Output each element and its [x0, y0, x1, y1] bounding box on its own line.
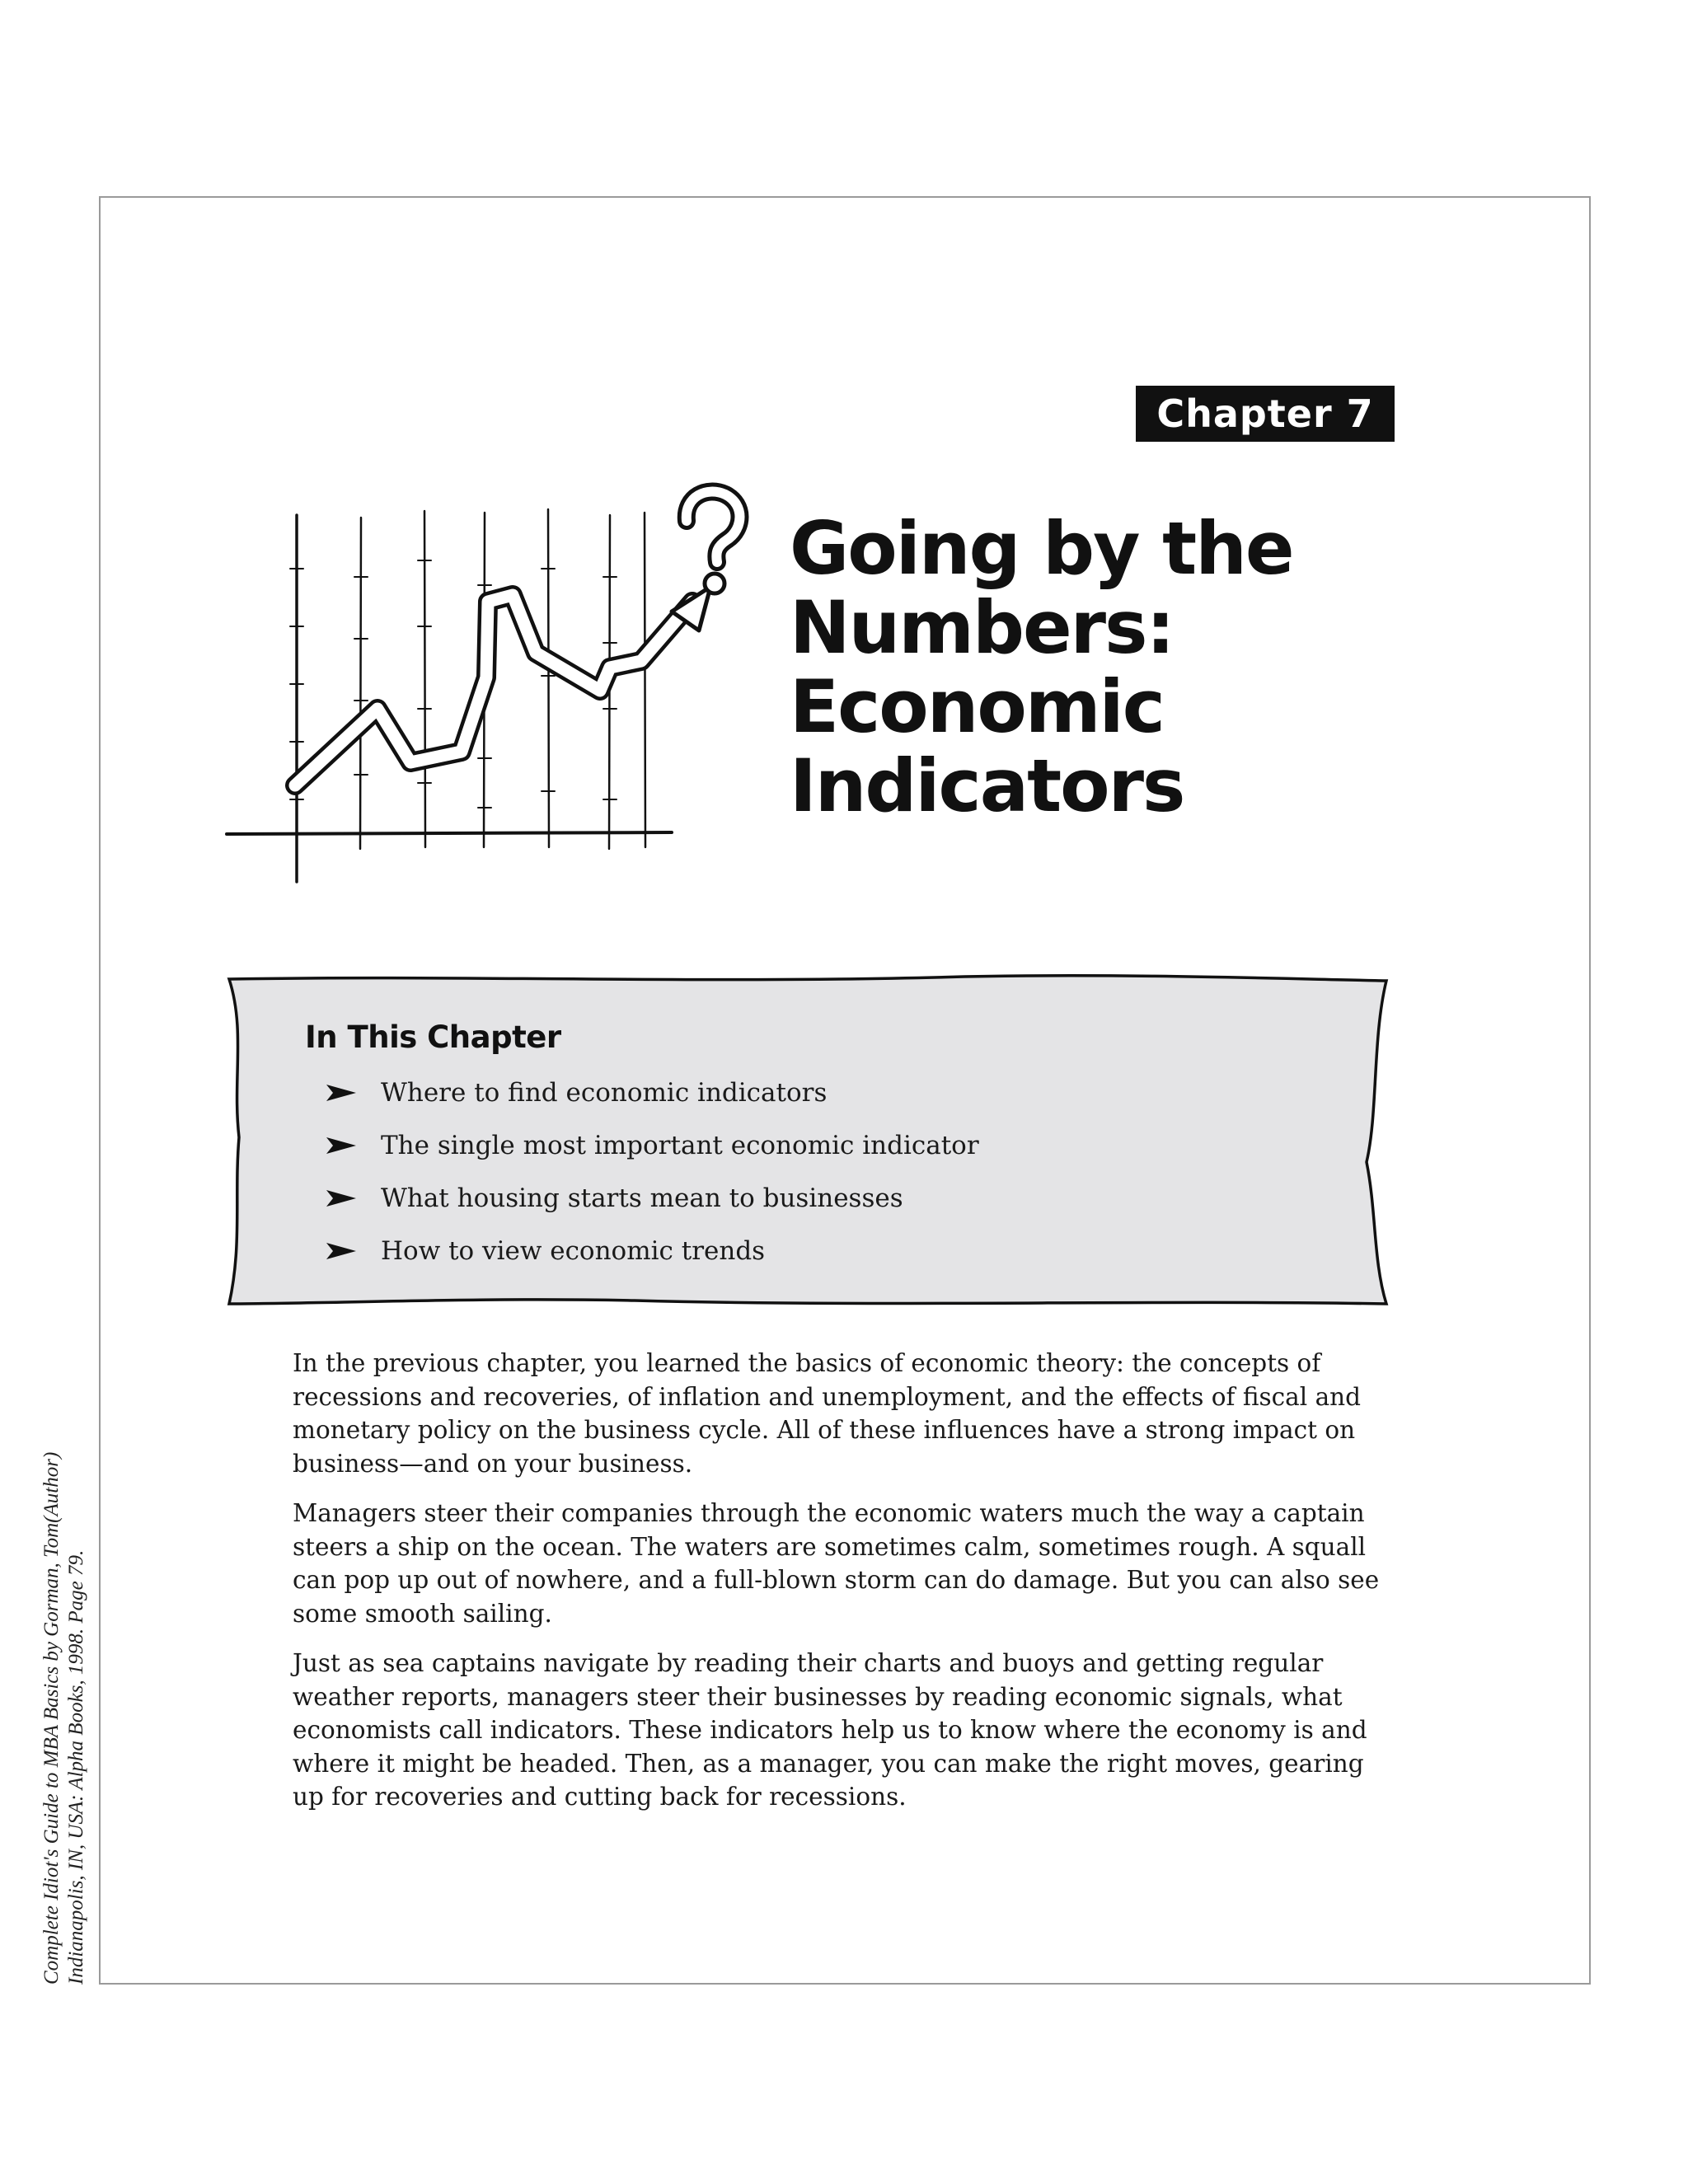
body-text: [293, 1347, 1401, 1830]
chapter-label: Chapter 7: [1136, 386, 1395, 442]
list-item: [305, 1225, 1335, 1277]
list-item-text: How to view economic trends: [381, 1236, 766, 1266]
arrow-bullet-icon: [325, 1241, 358, 1261]
citation-line-2: Indianapolis, IN, USA: Alpha Books, 1998. Page 79.: [65, 1549, 87, 1985]
arrow-bullet-icon: [325, 1083, 358, 1103]
source-citation: [40, 1391, 89, 1985]
in-this-chapter-box: [305, 1012, 1335, 1277]
in-this-chapter-heading: In This Chapter: [305, 1019, 561, 1055]
list-item: [305, 1066, 1335, 1119]
citation-line-1: Complete Idiot's Guide to MBA Basics by Gorman, Tom(Author): [40, 1451, 63, 1985]
list-item-text: The single most important economic indicator: [381, 1131, 979, 1160]
chapter-title: [790, 506, 1367, 828]
arrow-bullet-icon: [325, 1188, 358, 1208]
rising-line-graph-with-question-mark-icon: [223, 462, 767, 890]
chapter-title-line: Numbers:: [790, 585, 1174, 670]
list-item-text: Where to find economic indicators: [381, 1078, 828, 1108]
body-paragraph: Managers steer their companies through the economic waters much the way a captain steers a ship on the ocean. The waters are sometimes calm, sometimes rough. A squall can pop up out of nowhere, and a full-blown storm can do damage. But you can also see some smooth sailing.: [293, 1499, 1380, 1628]
body-paragraph: In the previous chapter, you learned the basics of economic theory: the concepts of recessions and recoveries, of inflation and unemployment, and the effects of fiscal and monetary policy on the business cycle. All of these influences have a strong impact on business—and on your business.: [293, 1349, 1362, 1478]
chapter-title-line: Indicators: [790, 743, 1184, 828]
chapter-title-line: Going by the: [790, 506, 1293, 591]
list-item-text: What housing starts mean to businesses: [381, 1183, 903, 1213]
list-item: [305, 1119, 1335, 1172]
chapter-title-line: Economic: [790, 664, 1164, 749]
arrow-bullet-icon: [325, 1136, 358, 1155]
list-item: [305, 1172, 1335, 1225]
body-paragraph: Just as sea captains navigate by reading their charts and buoys and getting regular weather reports, managers steer their businesses by reading economic signals, what economists call indicators. These indicators help us to know where the economy is and where it might be headed. Then, as a manager, you can make the right moves, gearing up for recoveries and cutting back for recessions.: [293, 1649, 1367, 1811]
